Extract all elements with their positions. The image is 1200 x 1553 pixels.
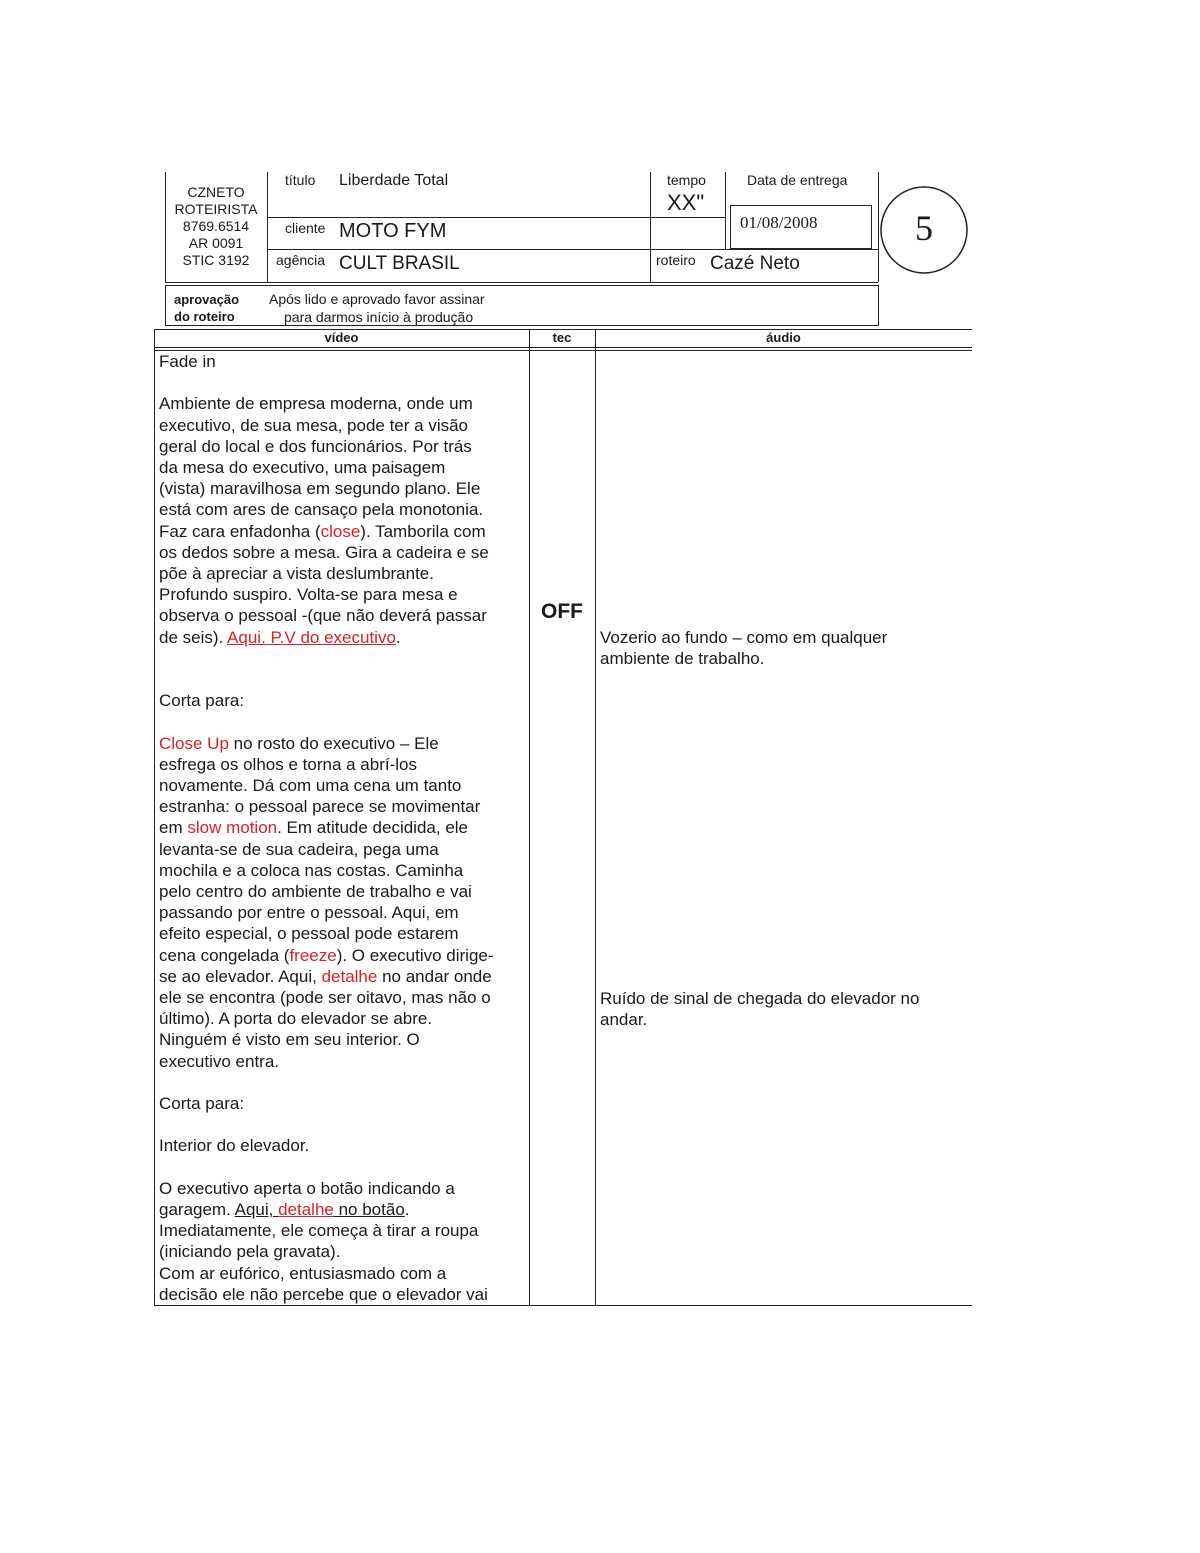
table-divider-tec <box>595 329 596 1306</box>
script-span: em <box>159 818 188 838</box>
script-span: no botão <box>333 1200 405 1220</box>
script-line: estranha: o pessoal parece se movimentar <box>159 797 481 817</box>
time-value: XX" <box>667 190 705 215</box>
script-line: Profundo suspiro. Volta-se para mesa e <box>159 585 458 605</box>
script-line: põe à apreciar a vista deslumbrante. <box>159 564 434 584</box>
approval-text-line1: Após lido e aprovado favor assinar <box>269 291 485 307</box>
script-line: decisão ele não percebe que o elevador vai <box>159 1284 488 1304</box>
script-span: . Em atitude decidida, ele <box>277 818 469 838</box>
script-line: executivo entra. <box>159 1051 280 1071</box>
script-line: novamente. Dá com uma cena um tanto <box>159 776 462 795</box>
camera-direction: Close Up <box>159 733 229 753</box>
script-line <box>159 1199 494 1220</box>
script-line: Com ar eufórico, entusiasmado com a <box>159 1263 447 1283</box>
script-span: garagem. <box>159 1200 235 1220</box>
client-label: cliente <box>285 220 326 236</box>
approval-label-line2: do roteiro <box>174 309 235 324</box>
camera-direction: freeze <box>289 945 337 965</box>
approval-label <box>174 291 239 325</box>
script-line: (vista) maravilhosa em segundo plano. Ele <box>159 479 481 499</box>
script-line: Corta para: <box>159 1094 245 1114</box>
camera-direction: close <box>320 521 361 541</box>
title-value: Liberdade Total <box>339 172 449 189</box>
client-value: MOTO FYM <box>339 220 447 242</box>
video-column-text <box>159 351 494 1305</box>
table-left-border <box>154 329 155 1306</box>
script-line: Imediatamente, ele começa à tirar a roupa <box>159 1221 479 1241</box>
column-header-audio: áudio <box>766 330 801 345</box>
header-divider-date <box>725 172 726 250</box>
author-name: CZNETO <box>187 184 245 200</box>
script-span: se ao elevador. Aqui, <box>159 966 322 986</box>
script-line: passando por entre o pessoal. Aqui, em <box>159 903 459 923</box>
script-line: os dedos sobre a mesa. Gira a cadeira e se <box>159 542 489 562</box>
script-line: mochila e a coloca nas costas. Caminha <box>159 860 464 880</box>
script-line: (iniciando pela gravata). <box>159 1242 341 1262</box>
script-line <box>159 945 494 966</box>
author-reg1: AR 0091 <box>188 235 244 251</box>
delivery-label: Data de entrega <box>747 172 848 188</box>
header-divider-time <box>650 172 651 282</box>
script-span: de seis). <box>159 627 228 647</box>
time-label: tempo <box>667 172 706 188</box>
audio-line: ambiente de trabalho. <box>600 649 765 669</box>
camera-direction: Aqui. P.V do executivo <box>227 627 396 647</box>
script-label: roteiro <box>656 252 696 268</box>
header-row-line-1b <box>650 217 725 218</box>
table-header-line-1 <box>154 347 972 348</box>
camera-direction: detalhe <box>278 1200 334 1220</box>
script-line: ele se encontra (pode ser oitavo, mas não o <box>159 988 491 1008</box>
script-line: da mesa do executivo, uma paisagem <box>159 458 446 477</box>
script-value: Cazé Neto <box>710 253 800 274</box>
script-span: no andar onde <box>377 966 492 986</box>
header-bottom-line <box>165 282 878 283</box>
author-role: ROTEIRISTA <box>174 201 258 217</box>
column-header-video: vídeo <box>324 330 359 345</box>
script-line <box>159 817 494 838</box>
audio-cue-1 <box>600 627 887 669</box>
audio-line: andar. <box>600 1010 648 1030</box>
audio-cue-2 <box>600 988 919 1030</box>
delivery-value: 01/08/2008 <box>740 213 818 232</box>
agency-value: CULT BRASIL <box>339 253 460 274</box>
script-line: efeito especial, o pessoal pode estarem <box>159 924 459 944</box>
script-line: Interior do elevador. <box>159 1136 310 1156</box>
header-divider-credit <box>267 172 268 282</box>
script-span: no rosto do executivo – Ele <box>228 733 439 753</box>
script-line: último). A porta do elevador se abre. <box>159 1009 433 1029</box>
script-line: O executivo aperta o botão indicando a <box>159 1178 455 1198</box>
script-span: Faz cara enfadonha ( <box>159 521 321 541</box>
script-line: pelo centro do ambiente de trabalho e vai <box>159 882 472 902</box>
script-line: levanta-se de sua cadeira, pega uma <box>159 839 439 859</box>
author-phone: 8769.6514 <box>182 218 250 234</box>
script-line <box>159 966 494 987</box>
column-header-tec: tec <box>552 330 572 345</box>
script-span: Aqui, <box>234 1200 279 1220</box>
audio-line: Vozerio ao fundo – como em qualquer <box>600 628 888 647</box>
script-line: Ninguém é visto em seu interior. O <box>159 1030 420 1050</box>
header-row-line-1 <box>267 217 650 218</box>
script-span: cena congelada ( <box>159 945 290 965</box>
script-span: ). Tamborila com <box>360 521 486 541</box>
script-line: está com ares de cansaço pela monotonia. <box>159 500 484 520</box>
author-credit <box>166 184 266 269</box>
script-line: Fade in <box>159 352 216 371</box>
script-line <box>159 733 494 754</box>
script-line: Ambiente de empresa moderna, onde um <box>159 394 473 414</box>
header-row-line-2 <box>267 249 878 250</box>
script-line <box>159 521 494 542</box>
camera-direction: slow motion <box>187 818 278 838</box>
script-line: executivo, de sua mesa, pode ter a visão <box>159 415 469 435</box>
approval-text <box>269 290 485 326</box>
script-span: ). O executivo dirige- <box>336 945 494 965</box>
script-span: . <box>404 1200 410 1220</box>
audio-line: Ruído de sinal de chegada do elevador no <box>600 989 920 1008</box>
title-label: título <box>285 172 316 188</box>
script-line: esfrega os olhos e torna a abrí-los <box>159 754 417 774</box>
script-line: observa o pessoal -(que não deverá passar <box>159 606 487 626</box>
table-divider-video <box>529 329 530 1306</box>
approval-text-line2: para darmos início à produção <box>284 309 474 325</box>
author-reg2: STIC 3192 <box>182 252 250 268</box>
script-line: geral do local e dos funcionários. Por trás <box>159 436 472 456</box>
page-number: 5 <box>915 208 933 248</box>
script-line <box>159 627 494 648</box>
agency-label: agência <box>276 252 326 268</box>
camera-direction: detalhe <box>321 966 378 986</box>
tec-off-label: OFF <box>541 600 583 623</box>
script-line: Corta para: <box>159 691 245 711</box>
approval-label-line1: aprovação <box>174 292 240 307</box>
table-bottom-line <box>154 1305 972 1306</box>
script-span: . <box>395 627 401 647</box>
